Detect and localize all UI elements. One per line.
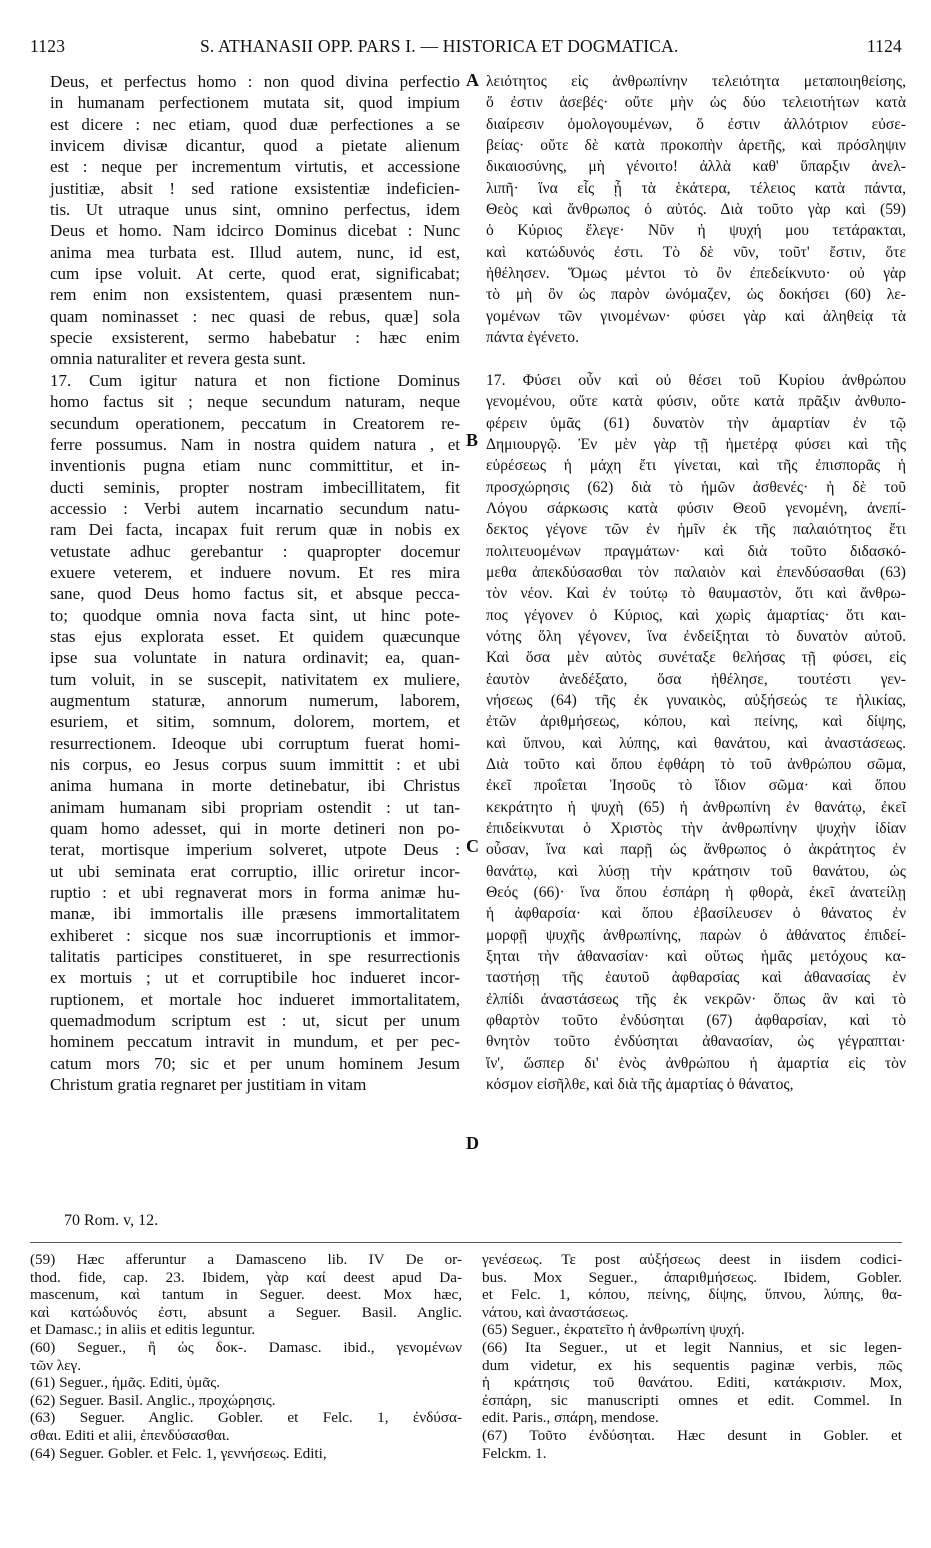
latin-text-line: accessio : Verbi autem incarnatio secundum natu-	[50, 498, 460, 518]
greek-text-line: κεκράτητο ἡ ψυχὴ (65) ἡ ἀνθρωπίνη ἐν θανάτῳ, ἐκεῖ	[486, 798, 906, 816]
latin-text-line: ipse sua voluntate in natura ordinavit; ea, quan-	[50, 648, 460, 668]
latin-text-line: ferre possumus. Nam in nostra quidem natura , et	[50, 434, 460, 454]
greek-text-line: θνητὸν τοῦτο ἐνδύσηται ἀθανασίαν, ὡς γέγραπται·	[486, 1033, 906, 1051]
latin-text-line: sane, quod Deus homo factus sit, et absque pecca-	[50, 584, 460, 604]
latin-text-line: to; quodque omnia nova facta sint, ut hinc pote-	[50, 605, 460, 625]
latin-text-line: Christum gratia regnaret per justitiam in vitam	[50, 1075, 367, 1095]
greek-text-line: φέρειν ὑμᾶς (61) δυνατὸν τὴν ἁμαρτίαν ἐν τῷ	[486, 414, 906, 432]
section-marker-a: A	[466, 70, 479, 90]
greek-text-line: Θεός (66)· ἵνα ὅπου ἐσπάρη ἡ φθορὰ, ἐκεῖ ἀνατείλῃ	[486, 884, 906, 902]
latin-text-line: quam homo adesset, qui in morte detineri non po-	[50, 819, 460, 839]
footnote-line: (63) Seguer. Anglic. Gobler. et Felc. 1, ἐνδύσα-	[30, 1409, 462, 1427]
greek-text-line: ξηται τὴν ἀθανασίαν· καὶ οὕτως ἡμᾶς μετόχους κα-	[486, 948, 906, 966]
footnote-line: νάτου, καὶ ἀναστάσεως.	[482, 1303, 629, 1321]
page-header	[30, 36, 902, 60]
latin-text-line: specie exsisterent, sermo habebatur : hæc enim	[50, 328, 460, 348]
greek-text-line: Καὶ ὅσα μὲν αὐτὸς συνέταξε θελήσας τῇ φύσει, εἰς	[486, 649, 906, 667]
greek-text-line: δεκτος γέγονε τῶν ἐν ἡμῖν ἐκ τῆς παλαιότητος ἔτι	[486, 521, 906, 539]
greek-text-line: καὶ ὕπνου, καὶ λύπης, καὶ θανάτου, καὶ ἀναστάσεως.	[486, 734, 906, 752]
footnote-line: (60) Seguer., ἢ ὡς δοκ-. Damasc. ibid., γενομένων	[30, 1338, 462, 1356]
latin-text-line: ex mortuis ; ut et corruptibile hoc indueret incor-	[50, 968, 460, 988]
latin-text-line: exhiberet : sicque nos suæ incorruptionis et immor-	[50, 925, 460, 945]
latin-text-line: quemadmodum scriptum est : ut, sicut per unum	[50, 1011, 460, 1031]
latin-text-line: vetustate adhuc gerebantur : quapropter docemur	[50, 541, 460, 561]
latin-text-line: 17. Cum igitur natura et non fictione Dominus	[50, 370, 460, 390]
greek-text-line: τὸν νέον. Καὶ ἐν τούτῳ τὸ θαυμαστὸν, ὅτι καὶ ἄνθρω-	[486, 585, 906, 603]
greek-text-line: μεθα ἀπεκδύσασθαι τὸν παλαιὸν καὶ ἐπενδύσασθαι (63)	[486, 563, 906, 581]
greek-text-line: προσχώρησις (62) διὰ τὸ ἡμῶν ἀσθενές· ἡ δὲ τοῦ	[486, 478, 906, 496]
latin-text-line: justitiæ, absit ! sed ratione exsistentiæ indeficien-	[50, 178, 460, 198]
page-number-right: 1124	[866, 36, 902, 56]
latin-text-line: augmentum staturæ, annorum numerum, laborem,	[50, 690, 460, 710]
greek-text-line: εὑρέσεως ἡ μάχη ἔτι γίνεται, καὶ τῆς ἐπισπορᾶς ἡ	[486, 457, 906, 475]
greek-text-line: βείας· οὔτε δὲ κατὰ προκοπὴν ἀρετῆς, καὶ πρόσληψιν	[486, 137, 906, 155]
latin-text-line: Deus, et perfectus homo : non quod divina perfectio	[50, 72, 460, 91]
greek-text-line: πολιτευομένων πραγμάτων· καὶ διὰ τοῦτο διδασκό-	[486, 542, 906, 560]
latin-text-line: anima mea turbata est. Illud autem, nunc, id est,	[50, 242, 460, 262]
latin-text-line: catum mors 70; sic et per unum hominem Jesum	[50, 1053, 460, 1073]
greek-text-line: 17. Φύσει οὖν καὶ οὐ θέσει τοῦ Κυρίου ἀνθρώπου	[486, 371, 906, 389]
greek-text-line: δικαιοσύνης, μὴ γένοιτο! ἀλλὰ καθ' ὕπαρξιν ἀνελ-	[486, 158, 906, 176]
section-marker-b: B	[466, 430, 479, 450]
greek-text-line: ἑαυτὸν ἀνεδέξατο, ὅσα ἠθέλησε, τουτέστι γεν-	[486, 670, 906, 688]
latin-text-line: anima humana in morte detinebatur, ibi Christus	[50, 776, 460, 796]
greek-text-line: διαίρεσιν ὁμολογουμένων, ὅ ἐστιν ἀλλότριον εὐσε-	[486, 115, 906, 133]
latin-text-line: est : neque per incrementum virtutis, et accessione	[50, 157, 460, 177]
greek-text-line: ἠθέλησεν. Ὅμως μέντοι τὸ ὂν ἐπεδείκνυτο· οὐ γὰρ	[486, 265, 906, 283]
latin-text-line: homo factus sit ; neque secundum naturam, neque	[50, 392, 460, 412]
latin-text-line: invicem divisæ dicantur, quod a pietate alienum	[50, 136, 460, 156]
greek-text-line: Λόγου σάρκωσις κατὰ φύσιν Θεοῦ γενομένη, ἀνεπί-	[486, 499, 906, 517]
footnote-line: (66) Ita Seguer., ut et legit Nannius, et sic legen-	[482, 1338, 902, 1356]
latin-text-line: quam nominasset : nec quasi de rebus, quæ] sola	[50, 306, 460, 326]
latin-column	[50, 71, 460, 1096]
section-marker-c: C	[466, 836, 479, 856]
greek-text-line: ἐλπίδι ἀναστάσεως τῆς ἐκ νεκρῶν· ὅπως ἂν καὶ τὸ	[486, 990, 906, 1008]
footnote-line: edit. Paris., σπάρη, mendose.	[482, 1409, 659, 1427]
latin-text-line: ruptionem, et mortale hoc indueret immortalitatem,	[50, 989, 460, 1009]
footnote-line: mascenum, καὶ tantum in Seguer. deest. Mox hæc,	[30, 1286, 462, 1304]
latin-text-line: omnia naturaliter et revera gesta sunt.	[50, 349, 306, 369]
greek-text-line: καὶ κατώδυνός ἐστι. Τὸ δὲ νῦν, τοῦτ' ἔστιν, ὅτε	[486, 243, 906, 261]
greek-text-line: πος γέγονεν ὁ Κύριος, καὶ χωρὶς ἁμαρτίας· ὅτι και-	[486, 606, 906, 624]
greek-text-line: λειότητος εἰς ἀνθρωπίνην τελειότητα μεταποιηθείσης,	[486, 73, 906, 90]
greek-text-line: οὖσαν, ἵνα καὶ παρῇ ὡς ἄνθρωπος ὁ ἀκράτητος ἐν	[486, 841, 906, 859]
latin-text-line: nis corpus, eo Jesus corpus suum immittit : et ubi	[50, 755, 460, 774]
latin-text-line: secundum operationem, peccatum in Creatorem re-	[50, 413, 460, 433]
latin-text-line: stas ejus explorata esset. Et quidem quæcunque	[50, 626, 460, 646]
latin-text-line: ruptio : et ubi regnaverat mors in forma animæ hu-	[50, 883, 460, 903]
footnote-line: et Felc. 1, κόπου, πείνης, δίψης, ὕπνου, λύπης, θα-	[482, 1286, 902, 1304]
footnote-line: (67) Τοῦτο ἐνδύσηται. Hæc desunt in Gobler. et	[482, 1426, 902, 1444]
greek-text-line: μορφῇ ψυχῆς ἀνθρωπίνης, παρὼν ὁ ἀθάνατος ἐπιδεί-	[486, 926, 906, 944]
footnote-line: Felckm. 1.	[482, 1444, 547, 1462]
greek-text-line: πάντα ἐγένετο.	[486, 329, 579, 347]
latin-text-line: cum ipse voluit. At certe, quod erat, significabat;	[50, 264, 460, 284]
footnote-line: σθαι. Editi et alii, ἐπενδύσασθαι.	[30, 1426, 230, 1444]
footnote-line: (59) Hæc afferuntur a Damasceno lib. IV De or-	[30, 1251, 462, 1268]
latin-text-line: terat, mortisque imperium solveret, utpote Deus :	[50, 840, 460, 860]
greek-text-line: ἡ ἀφθαρσία· καὶ ὅπου ἐβασίλευσεν ὁ θάνατος ἐν	[486, 905, 906, 923]
greek-text-line: κόσμον εἰσῆλθε, καὶ διὰ τῆς ἁμαρτίας ὁ θάνατος,	[486, 1076, 794, 1094]
greek-text-line: Δημιουργῷ. Ἐν μὲν γὰρ τῇ ἡμετέρᾳ φύσει καὶ τῆς	[486, 435, 906, 453]
footnote-line: (62) Seguer. Basil. Anglic., προχώρησις.	[30, 1391, 276, 1409]
greek-text-line: ἵν', ὥσπερ δι' ἑνὸς ἀνθρώπου ἡ ἁμαρτία εἰς τὸν	[486, 1054, 906, 1072]
latin-text-line: exuere veterem, et induere novum. Et res mira	[50, 562, 460, 582]
footnote-line: τῶν λεγ.	[30, 1356, 82, 1374]
latin-text-line: tum voluit, in se suscepit, nativitatem ex muliere,	[50, 669, 460, 689]
greek-text-line: ἐτῶν ἀριθμήσεως, κόπου, καὶ πείνης, καὶ δίψης,	[486, 713, 906, 731]
latin-text-line: manæ, ibi immortalis ille præsens immortalitatem	[50, 904, 460, 924]
footnotes-left	[30, 1251, 462, 1462]
footnote-line: dum videtur, ex his sequentis paginæ verbis, πῶς	[482, 1356, 902, 1374]
footnotes-right	[482, 1251, 902, 1462]
latin-text-line: talitatis participes constitueret, in spe resurrectionis	[50, 947, 460, 967]
latin-text-line: hominem peccatum intravit in mundum, et per pec-	[50, 1032, 460, 1052]
latin-text-line: in humanam perfectionem mutata sit, quod impium	[50, 93, 460, 113]
latin-text-line: Deus et homo. Nam idcirco Dominus dicebat : Nunc	[50, 221, 460, 241]
greek-text-line: τὸ μὴ ὂν ὡς παρὸν ὠνόμαζεν, ὡς δοκήσει (60) λε-	[486, 286, 906, 304]
footnote-line: bus. Mox Seguer., ἀπαριθμήσεως. Ibidem, Gobler.	[482, 1268, 902, 1286]
footnote-line: ἐσπάρη, sic manuscripti omnes et edit. Commel. In	[482, 1391, 902, 1409]
greek-text-line: νήσεως (64) τῆς ἐκ γυναικὸς, αὐξήσεώς τε ἡλικίας,	[486, 691, 906, 709]
greek-text-line: ταστήσῃ τῆς ἑαυτοῦ ἀφθαρσίας καὶ ἀθανασίας ἐν	[486, 969, 906, 987]
section-marker-d: D	[466, 1133, 479, 1153]
footnote-line: thod. fide, cap. 23. Ibidem, γὰρ καί deest apud Da-	[30, 1268, 462, 1286]
footnote-line: (65) Seguer., ἐκρατεῖτο ἡ ἀνθρωπίνη ψυχή.	[482, 1321, 745, 1339]
footnote-line: et Damasc.; in aliis et editis leguntur.	[30, 1321, 256, 1339]
greek-text-line: ὅ ἐστιν ἀσεβές· οὔτε μὴν ὡς δύο τελειοτήτων κατὰ	[486, 94, 906, 112]
footnote-divider	[30, 1242, 902, 1243]
latin-text-line: resurrectionem. Ideoque ubi corruptum fuerat homi-	[50, 733, 460, 753]
greek-text-line: ἐκεῖ προΐεται Ἰησοῦς τὸ ἴδιον σῶμα· καὶ ὅπου	[486, 777, 906, 795]
greek-text-line: Διὰ τοῦτο καὶ ὅπου ἐφθάρη τὸ τοῦ ἀνθρώπου σῶμα,	[486, 756, 906, 773]
latin-text-line: tis. Ut utraque unus sint, omnino perfectus, idem	[50, 200, 460, 220]
latin-text-line: ducti seminis, propter nostram imbecillitatem, fit	[50, 477, 460, 497]
greek-text-line: γομένων τῶν γινομένων· φύσει γὰρ καὶ ἀληθείᾳ τὰ	[486, 307, 906, 325]
footnote-line: ἡ κράτησις τοῦ θανάτου. Editi, κατάκρισιν. Mox,	[482, 1374, 902, 1392]
latin-text-line: inventionis pugna etiam nunc committitur, et in-	[50, 456, 460, 476]
latin-text-line: ram Dei facta, incapax fuit rerum quæ in nobis ex	[50, 520, 460, 540]
footnote-line: γενέσεως. Τε post αὐξήσεως deest in iisdem codici-	[482, 1251, 902, 1268]
latin-text-line: animam humanam sibi propriam ostendit : ut tan-	[50, 797, 460, 817]
greek-text-line: νότης ὅλη γέγονεν, ἵνα ἐνδείξηται τὸ δυνατὸν αὐτοῦ.	[486, 627, 906, 645]
greek-text-line: λιπῆ· ἵνα εἷς ᾖ τὰ ἑκάτερα, τέλειος κατὰ πάντα,	[486, 179, 906, 197]
greek-text-line: γενομένου, οὔτε κατὰ φύσιν, οὔτε κατὰ πρᾶξιν ἀνθυπο-	[486, 393, 906, 411]
scripture-reference: 70 Rom. v, 12.	[64, 1212, 159, 1229]
greek-text-line: Θεὸς καὶ ἄνθρωπος ὁ αὐτός. Διὰ τοῦτο γὰρ καὶ (59)	[486, 201, 906, 219]
footnote-line: καὶ κατώδυνός ἐστι, absunt a Seguer. Basil. Anglic.	[30, 1303, 462, 1321]
greek-text-line	[486, 348, 906, 369]
greek-text-line: ὁ Κύριος ἔλεγε· Νῦν ἡ ψυχή μου τετάρακται,	[486, 222, 906, 240]
latin-text-line: ut ubi seminata erat corruptio, illic oriretur incor-	[50, 861, 460, 881]
page-number-left: 1123	[30, 36, 66, 56]
footnote-line: (61) Seguer., ἡμᾶς. Editi, ὑμᾶς.	[30, 1374, 221, 1392]
greek-column	[486, 71, 906, 1096]
greek-text-line: ἐπιδείκνυται ὁ Χριστὸς τὴν ἀνθρωπίνην ψυχὴν ἰδίαν	[486, 820, 906, 838]
greek-text-line: φθαρτὸν τοῦτο ἐνδύσηται (67) ἀφθαρσίαν, καὶ τὸ	[486, 1012, 906, 1030]
latin-text-line: rem enim non exsistentem, quasi præsentem nun-	[50, 285, 460, 305]
footnote-line: (64) Seguer. Gobler. et Felc. 1, γεννήσεως. Editi,	[30, 1444, 327, 1462]
greek-text-line: θανάτῳ, καὶ λύσῃ τὴν κράτησιν τοῦ θανάτου, ὡς	[486, 862, 906, 880]
latin-text-line: esuriem, et sitim, somnum, dolorem, mortem, et	[50, 712, 460, 732]
latin-text-line: est dicere : nec etiam, quod duæ perfectiones a se	[50, 114, 460, 134]
running-title: S. ATHANASII OPP. PARS I. — HISTORICA ET DOGMATICA.	[200, 36, 679, 56]
